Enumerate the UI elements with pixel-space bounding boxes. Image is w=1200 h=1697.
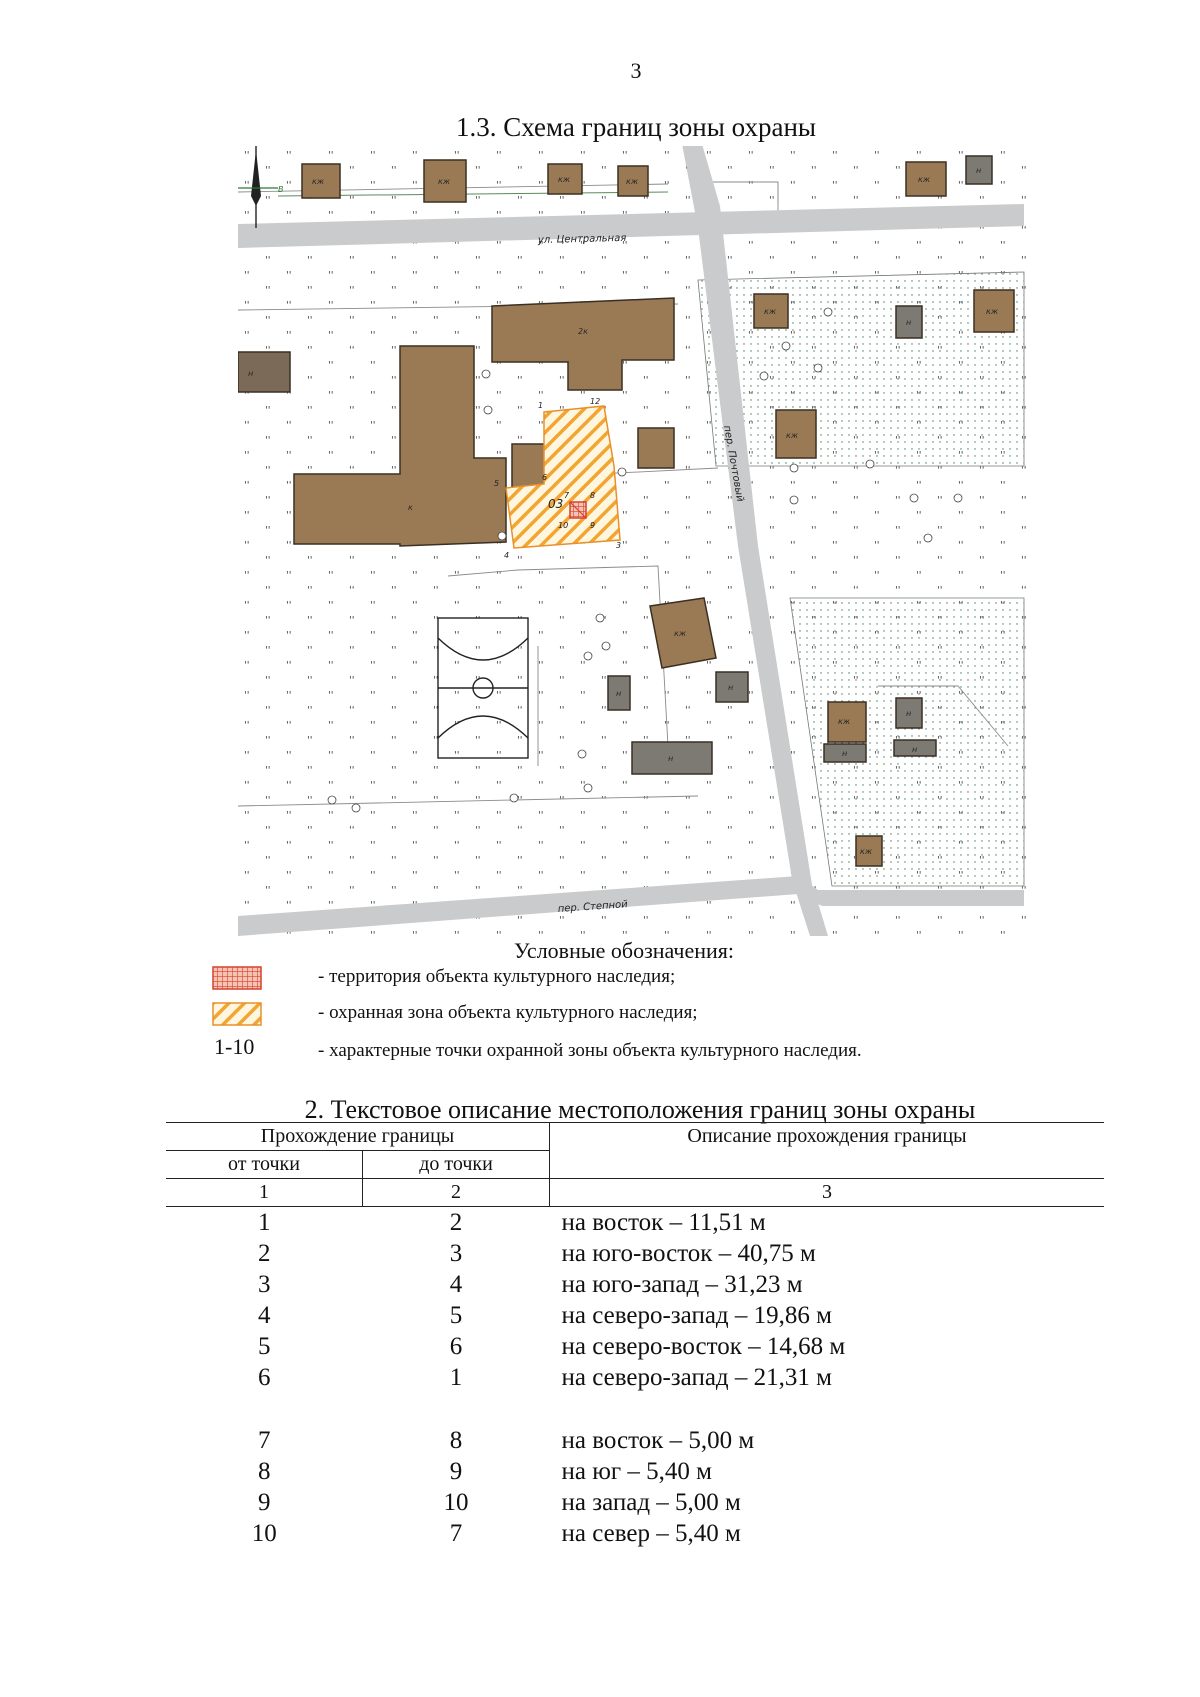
header-col-number: 1 <box>166 1179 363 1207</box>
legend-swatch-zone <box>212 1002 262 1026</box>
point-label: 6 <box>542 473 548 482</box>
cell-from: 6 <box>258 1364 271 1391</box>
point-label: 9 <box>590 521 596 530</box>
table-row <box>166 1331 1104 1362</box>
label-kzh: кж <box>838 717 851 726</box>
header-description: Описание прохождения границы <box>550 1123 1105 1179</box>
point-label: 10 <box>558 521 569 530</box>
table-row <box>166 1207 1104 1239</box>
cell-to: 2 <box>449 1209 463 1236</box>
header-to: до точки <box>363 1151 550 1179</box>
header-col-number: 3 <box>822 1181 832 1203</box>
cell-description: на северо-запад – 19,86 м <box>561 1302 832 1329</box>
cell-from: 2 <box>258 1240 271 1267</box>
table-row <box>166 1487 1104 1518</box>
label-kzh: кж <box>626 177 639 186</box>
cell-description: на запад – 5,00 м <box>561 1489 741 1516</box>
label-kzh: кж <box>986 307 999 316</box>
cell-description: на восток – 5,00 м <box>561 1427 755 1454</box>
point-label: 5 <box>494 479 500 488</box>
point-label: 12 <box>590 397 601 406</box>
table-row <box>166 1269 1104 1300</box>
legend-points-symbol: 1-10 <box>214 1034 255 1059</box>
label-n: н <box>976 166 982 175</box>
table-row <box>166 1238 1104 1269</box>
cell-description: на юго-восток – 40,75 м <box>561 1240 816 1267</box>
label-k: к <box>408 503 413 512</box>
cell-from: 10 <box>251 1520 277 1547</box>
legend-item-zone: - охранная зона объекта культурного наследия; <box>318 1002 698 1023</box>
legend-item-points: - характерные точки охранной зоны объекта культурного наследия. <box>318 1040 862 1061</box>
label-n: н <box>668 754 674 763</box>
cell-to: 1 <box>449 1364 463 1391</box>
label-n: н <box>616 689 622 698</box>
label-kzh: кж <box>312 177 325 186</box>
label-kzh: кж <box>918 175 931 184</box>
label-kzh: кж <box>786 431 799 440</box>
cell-to: 7 <box>449 1520 463 1547</box>
cell-from: 3 <box>258 1271 271 1298</box>
cell-description: на восток – 11,51 м <box>561 1209 766 1236</box>
table-spacer-row <box>166 1393 1104 1425</box>
point-label: 8 <box>590 491 596 500</box>
description-title: 2. Текстовое описание местоположения границ зоны охраны <box>304 1095 976 1124</box>
legend-heading: Условные обозначения: <box>514 938 735 963</box>
legend-swatch-territory <box>212 966 262 990</box>
cell-description: на северо-запад – 21,31 м <box>561 1364 832 1391</box>
label-n: н <box>728 683 734 692</box>
point-label: 1 <box>538 401 544 410</box>
street-label-pochtovyy: пер. Почтовый <box>721 424 746 503</box>
cell-to: 6 <box>449 1333 463 1360</box>
label-kzh: кж <box>438 177 451 186</box>
label-n: н <box>248 369 254 378</box>
cell-from: 4 <box>258 1302 271 1329</box>
cell-to: 3 <box>449 1240 463 1267</box>
site-map <box>238 146 1034 936</box>
cell-to: 10 <box>443 1489 469 1516</box>
page-number: 3 <box>630 58 642 83</box>
residential-building <box>638 428 674 468</box>
point-label: 7 <box>564 491 570 500</box>
label-n: н <box>906 318 912 327</box>
table-row <box>166 1300 1104 1331</box>
table-row <box>166 1518 1104 1549</box>
table-row <box>166 1425 1104 1456</box>
label-kzh: кж <box>860 847 873 856</box>
street-label-central: ул. Центральная <box>537 232 627 246</box>
cell-from: 8 <box>258 1458 271 1485</box>
label-n: н <box>842 749 848 758</box>
cell-description: на северо-восток – 14,68 м <box>561 1333 846 1360</box>
header-from: от точки <box>166 1151 363 1179</box>
cell-description: на север – 5,40 м <box>561 1520 741 1547</box>
cell-description: на юго-запад – 31,23 м <box>561 1271 803 1298</box>
compass-letter: В <box>278 185 284 194</box>
table-row <box>166 1362 1104 1393</box>
street-label-stepnoy: пер. Степной <box>557 899 629 915</box>
cell-to: 4 <box>449 1271 463 1298</box>
label-kzh: кж <box>558 175 571 184</box>
cell-from: 5 <box>258 1333 271 1360</box>
boundary-table <box>166 1122 1104 1549</box>
cell-to: 8 <box>449 1427 463 1454</box>
cell-to: 5 <box>449 1302 463 1329</box>
point-label: 4 <box>504 551 510 560</box>
zone-label: 03 <box>548 497 564 511</box>
table-row <box>166 1456 1104 1487</box>
label-kzh: кж <box>764 307 777 316</box>
label-n: н <box>906 709 912 718</box>
cell-from: 1 <box>258 1209 271 1236</box>
site-map-drawing <box>238 146 1034 936</box>
cell-to: 9 <box>449 1458 463 1485</box>
cell-description: на юг – 5,40 м <box>561 1458 712 1485</box>
label-2k: 2к <box>578 327 588 336</box>
label-n: н <box>912 745 918 754</box>
nonresidential-building <box>238 352 290 392</box>
cell-from: 7 <box>258 1427 271 1454</box>
map-title: 1.3. Схема границ зоны охраны <box>455 112 817 142</box>
header-col-number: 2 <box>363 1179 550 1207</box>
header-group: Прохождение границы <box>166 1123 550 1151</box>
cell-from: 9 <box>258 1489 271 1516</box>
point-label: 3 <box>616 541 622 550</box>
label-kzh: кж <box>674 629 687 638</box>
legend-item-territory: - территория объекта культурного наследия; <box>318 966 676 987</box>
